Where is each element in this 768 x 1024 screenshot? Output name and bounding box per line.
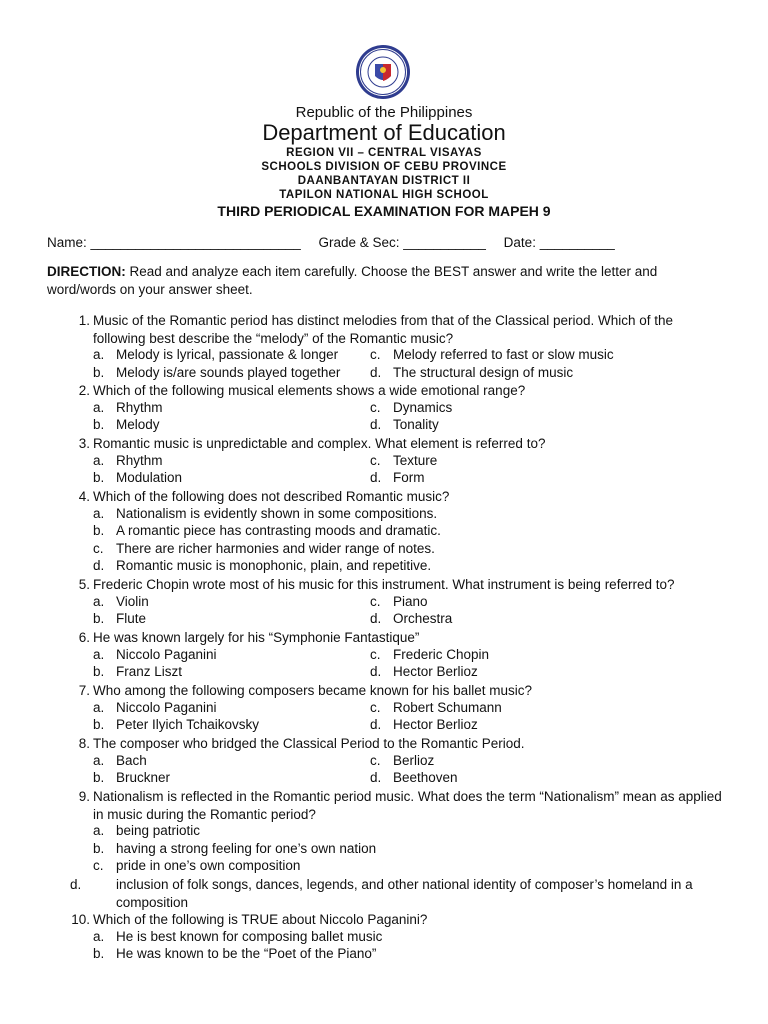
answer-option[interactable] [93, 753, 147, 768]
option-letter: d. [70, 877, 82, 892]
option-letter: c. [370, 452, 381, 468]
question-text: Romantic music is unpredictable and complex. What element is referred to? [93, 436, 546, 451]
option-text: Rhythm [116, 399, 163, 415]
option-text: He was known to be the “Poet of the Piano” [116, 946, 377, 962]
option-letter: b. [93, 364, 105, 380]
answer-option[interactable] [370, 647, 489, 662]
option-letter: b. [93, 770, 105, 786]
option-text: Melody [116, 417, 160, 433]
answer-option[interactable] [370, 611, 452, 626]
option-text: Texture [393, 452, 438, 468]
question-number: 2. [78, 383, 90, 398]
answer-option[interactable] [370, 664, 478, 679]
answer-option[interactable] [93, 365, 340, 380]
answer-option[interactable] [93, 858, 300, 873]
deped-seal-logo [355, 44, 411, 100]
answer-option[interactable] [93, 453, 163, 468]
option-text: inclusion of folk songs, dances, legends, and other national identity of composer’s homeland in a composition [116, 877, 693, 910]
option-text: Melody referred to fast or slow music [393, 347, 614, 363]
question-number: 9. [78, 789, 90, 804]
option-letter: b. [93, 611, 105, 627]
option-text: Modulation [116, 470, 183, 486]
answer-option[interactable] [93, 400, 163, 415]
option-text: Niccolo Paganini [116, 646, 217, 662]
answer-option[interactable] [93, 523, 441, 538]
option-text: Nationalism is evidently shown in some compositions. [116, 505, 438, 521]
option-letter: a. [93, 823, 105, 839]
answer-option[interactable] [93, 823, 200, 838]
division-heading: SCHOOLS DIVISION OF CEBU PROVINCE [261, 161, 507, 173]
answer-option[interactable] [370, 365, 573, 380]
option-text: Berlioz [393, 752, 435, 768]
option-letter: b. [93, 717, 105, 733]
option-letter: c. [93, 858, 104, 874]
option-letter: d. [370, 717, 382, 733]
department-heading: Department of Education [262, 120, 506, 145]
answer-option[interactable] [93, 770, 170, 785]
option-letter: c. [93, 540, 104, 556]
option-letter: a. [93, 505, 105, 521]
answer-option[interactable] [93, 647, 217, 662]
answer-option[interactable] [70, 876, 736, 911]
option-text: Robert Schumann [393, 699, 502, 715]
option-text: The structural design of music [393, 364, 574, 380]
option-text: Melody is/are sounds played together [116, 364, 341, 380]
option-text: Beethoven [393, 770, 458, 786]
option-letter: c. [370, 347, 381, 363]
option-letter: d. [370, 470, 382, 486]
option-text: Tonality [393, 417, 439, 433]
direction-text: Read and analyze each item carefully. Choose the BEST answer and write the letter and word/words on your answer sheet. [47, 264, 658, 297]
answer-option[interactable] [93, 558, 431, 573]
option-letter: b. [93, 417, 105, 433]
option-text: Hector Berlioz [393, 664, 478, 680]
option-text: He is best known for composing ballet music [116, 928, 383, 944]
option-text: pride in one’s own composition [116, 858, 301, 874]
option-letter: d. [370, 417, 382, 433]
option-text: Flute [116, 611, 147, 627]
answer-option[interactable] [93, 841, 376, 856]
option-text: A romantic piece has contrasting moods and dramatic. [116, 523, 441, 539]
option-letter: b. [93, 470, 105, 486]
option-text: having a strong feeling for one’s own nation [116, 840, 377, 856]
option-text: Peter Ilyich Tchaikovsky [116, 717, 260, 733]
option-letter: a. [93, 752, 105, 768]
grade-section-field[interactable]: Grade & Sec: ___________ [318, 235, 486, 250]
option-letter: a. [93, 452, 105, 468]
question-number: 8. [78, 736, 90, 751]
question-text: Music of the Romantic period has distinct melodies from that of the Classical period. Which of the following best describe the “melody” of the Romantic music? [93, 313, 674, 346]
direction-paragraph [47, 263, 727, 299]
option-letter: a. [93, 928, 105, 944]
option-letter: a. [93, 646, 105, 662]
direction-label: DIRECTION: [47, 264, 126, 279]
question-text: Which of the following does not described Romantic music? [93, 489, 450, 504]
option-letter: c. [370, 699, 381, 715]
option-text: Hector Berlioz [393, 717, 478, 733]
school-heading: TAPILON NATIONAL HIGH SCHOOL [279, 189, 489, 201]
question-number: 3. [78, 436, 90, 451]
option-text: There are richer harmonies and wider range of notes. [116, 540, 435, 556]
option-letter: d. [93, 558, 105, 574]
question-number: 1. [78, 313, 90, 328]
option-text: Piano [393, 593, 428, 609]
answer-option[interactable] [93, 664, 182, 679]
question-number: 6. [78, 630, 90, 645]
answer-option[interactable] [370, 347, 614, 362]
question-text: Nationalism is reflected in the Romantic period music. What does the term “Nationalism” mean as applied in music during the Romantic period? [93, 789, 722, 822]
answer-option[interactable] [370, 770, 458, 785]
answer-option[interactable] [93, 541, 435, 556]
answer-option[interactable] [93, 506, 437, 521]
answer-option[interactable] [370, 700, 502, 715]
question-text: Who among the following composers became known for his ballet music? [93, 683, 532, 698]
answer-option[interactable] [93, 946, 376, 961]
answer-option[interactable] [370, 717, 478, 732]
option-letter: d. [370, 611, 382, 627]
option-letter: b. [93, 664, 105, 680]
answer-option[interactable] [370, 594, 428, 609]
name-field[interactable]: Name: ____________________________ [47, 235, 301, 250]
region-heading: REGION VII – CENTRAL VISAYAS [286, 147, 482, 159]
answer-option[interactable] [370, 400, 452, 415]
option-letter: a. [93, 347, 105, 363]
answer-option[interactable] [93, 929, 382, 944]
option-letter: b. [93, 840, 105, 856]
question-number: 7. [78, 683, 90, 698]
option-letter: d. [370, 770, 382, 786]
question-number: 4. [78, 489, 90, 504]
option-letter: d. [370, 364, 382, 380]
exam-title: THIRD PERIODICAL EXAMINATION FOR MAPEH 9 [217, 203, 551, 219]
answer-option[interactable] [93, 700, 217, 715]
option-text: Frederic Chopin [393, 646, 490, 662]
option-letter: a. [93, 699, 105, 715]
option-text: Rhythm [116, 452, 163, 468]
answer-option[interactable] [93, 611, 146, 626]
answer-option[interactable] [370, 453, 437, 468]
option-letter: d. [370, 664, 382, 680]
option-text: Violin [116, 593, 149, 609]
answer-option[interactable] [93, 470, 182, 485]
question-text: Which of the following musical elements shows a wide emotional range? [93, 383, 526, 398]
option-text: Form [393, 470, 425, 486]
question-text: The composer who bridged the Classical Period to the Romantic Period. [93, 736, 525, 751]
option-letter: c. [370, 646, 381, 662]
question-text: Which of the following is TRUE about Niccolo Paganini? [93, 912, 428, 927]
option-text: Dynamics [393, 399, 453, 415]
option-letter: a. [93, 593, 105, 609]
option-text: being patriotic [116, 823, 201, 839]
answer-option[interactable] [93, 417, 160, 432]
option-letter: c. [370, 593, 381, 609]
question-number: 5. [78, 577, 90, 592]
option-text: Niccolo Paganini [116, 699, 217, 715]
option-text: Bruckner [116, 770, 171, 786]
answer-option[interactable] [370, 753, 434, 768]
student-info-row [47, 235, 629, 250]
option-letter: a. [93, 399, 105, 415]
option-text: Melody is lyrical, passionate & longer [116, 347, 339, 363]
question-number: 10. [71, 912, 90, 927]
question-text: Frederic Chopin wrote most of his music for this instrument. What instrument is being referred to? [93, 577, 675, 592]
option-text: Franz Liszt [116, 664, 183, 680]
district-heading: DAANBANTAYAN DISTRICT II [297, 175, 471, 187]
answer-option[interactable] [93, 347, 338, 362]
option-text: Orchestra [393, 611, 453, 627]
answer-option[interactable] [93, 717, 259, 732]
answer-option[interactable] [93, 594, 149, 609]
option-text: Bach [116, 752, 147, 768]
republic-heading: Republic of the Philippines [295, 104, 473, 121]
question-text: He was known largely for his “Symphonie Fantastique” [93, 630, 420, 645]
answer-option[interactable] [370, 470, 425, 485]
option-letter: c. [370, 399, 381, 415]
option-letter: b. [93, 523, 105, 539]
option-text: Romantic music is monophonic, plain, and repetitive. [116, 558, 432, 574]
answer-option[interactable] [370, 417, 439, 432]
option-letter: b. [93, 946, 105, 962]
option-letter: c. [370, 752, 381, 768]
date-field[interactable]: Date: __________ [503, 235, 615, 250]
